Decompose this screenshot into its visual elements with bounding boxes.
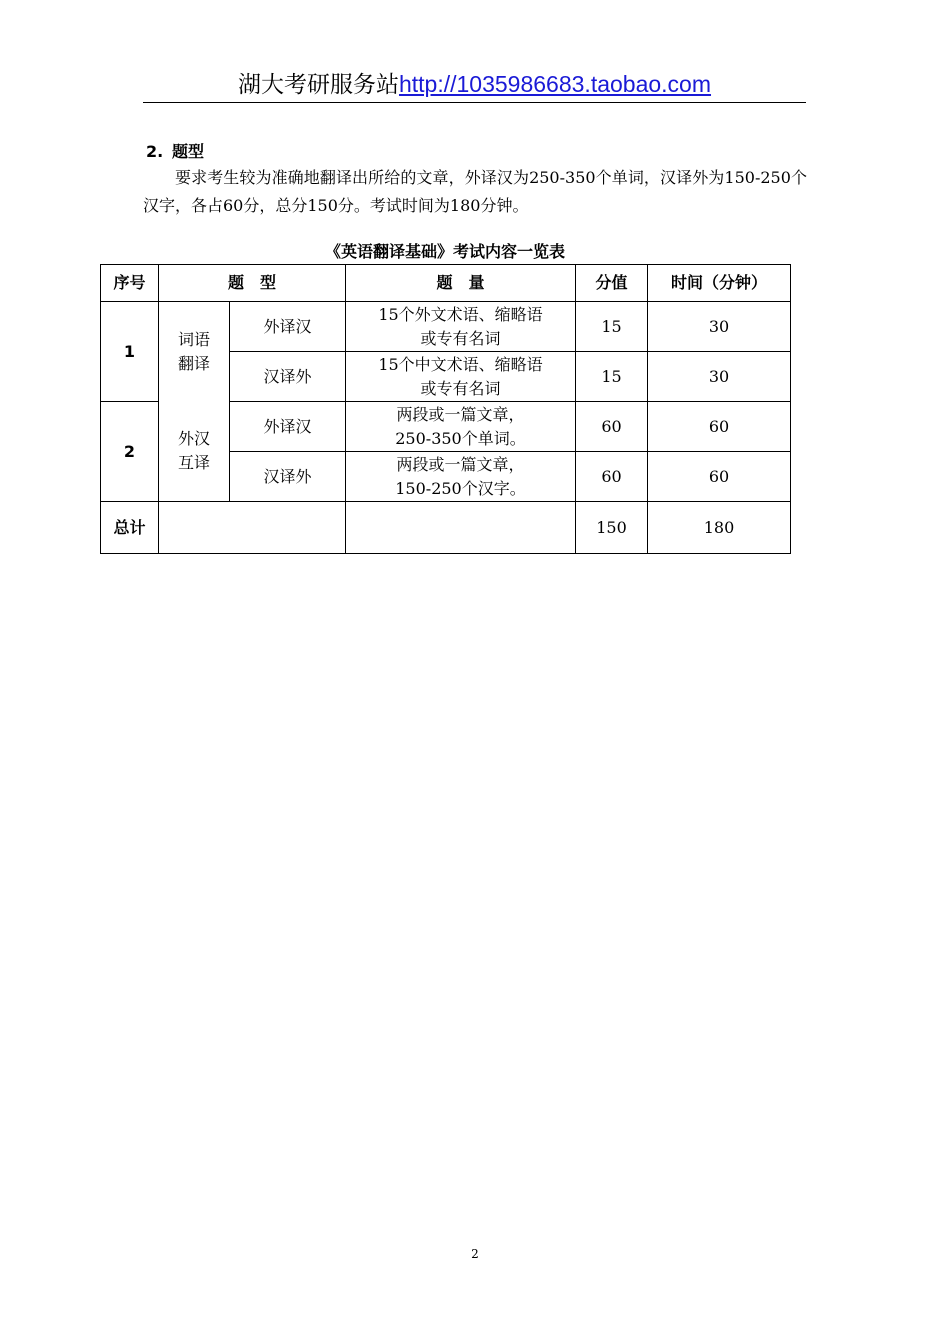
amount-cell — [346, 402, 576, 452]
category-cell — [159, 302, 230, 402]
section-heading — [146, 140, 204, 164]
total-amount-cell — [346, 502, 576, 554]
section-title: 题型 — [172, 142, 205, 161]
category-line: 翻译 — [177, 353, 210, 373]
time-cell: 30 — [648, 302, 791, 352]
amount-line: 150-250个汉字。 — [395, 478, 526, 498]
total-type-cell — [159, 502, 346, 554]
page-header — [143, 66, 806, 103]
category-line: 词语 — [177, 329, 210, 349]
category-line: 互译 — [177, 453, 210, 473]
category-cell — [159, 402, 230, 502]
seq-cell: 1 — [101, 302, 159, 402]
page-number: 2 — [471, 1247, 479, 1261]
subtype-cell: 外译汉 — [230, 302, 346, 352]
amount-line: 250-350个单词。 — [395, 428, 526, 448]
amount-cell — [346, 352, 576, 402]
amount-line: 或专有名词 — [420, 328, 501, 348]
table-total-row — [101, 502, 791, 554]
score-cell: 60 — [576, 402, 648, 452]
header-amount: 题 量 — [346, 265, 576, 302]
table-row — [101, 302, 791, 352]
header-seq: 序号 — [101, 265, 159, 302]
table-header-row — [101, 265, 791, 302]
header-type: 题 型 — [159, 265, 346, 302]
score-cell: 60 — [576, 452, 648, 502]
header-score: 分值 — [576, 265, 648, 302]
amount-line: 两段或一篇文章， — [396, 454, 525, 474]
section-paragraph: 要求考生较为准确地翻译出所给的文章，外译汉为250-350个单词，汉译外为150-250个汉字，各占60分，总分150分。考试时间为180分钟。 — [143, 168, 807, 215]
amount-line: 15个外文术语、缩略语 — [378, 304, 543, 324]
header-time: 时间（分钟） — [648, 265, 791, 302]
amount-cell — [346, 452, 576, 502]
time-cell: 60 — [648, 452, 791, 502]
exam-content-table — [100, 264, 791, 554]
total-label-cell: 总计 — [101, 502, 159, 554]
score-cell: 15 — [576, 352, 648, 402]
amount-cell — [346, 302, 576, 352]
score-cell: 15 — [576, 302, 648, 352]
subtype-cell: 汉译外 — [230, 352, 346, 402]
amount-line: 或专有名词 — [420, 378, 501, 398]
table-row — [101, 402, 791, 452]
seq-cell: 2 — [101, 402, 159, 502]
amount-line: 两段或一篇文章， — [396, 404, 525, 424]
category-line: 外汉 — [177, 429, 210, 449]
site-name: 湖大考研服务站 — [237, 72, 399, 98]
total-time-cell: 180 — [648, 502, 791, 554]
table-caption: 《英语翻译基础》考试内容一览表 — [324, 242, 565, 261]
header-url-link[interactable]: http://1035986683.taobao.com — [398, 71, 712, 97]
section-number: 2. — [146, 142, 164, 161]
total-score-cell: 150 — [576, 502, 648, 554]
time-cell: 30 — [648, 352, 791, 402]
time-cell: 60 — [648, 402, 791, 452]
subtype-cell: 汉译外 — [230, 452, 346, 502]
amount-line: 15个中文术语、缩略语 — [378, 354, 543, 374]
subtype-cell: 外译汉 — [230, 402, 346, 452]
